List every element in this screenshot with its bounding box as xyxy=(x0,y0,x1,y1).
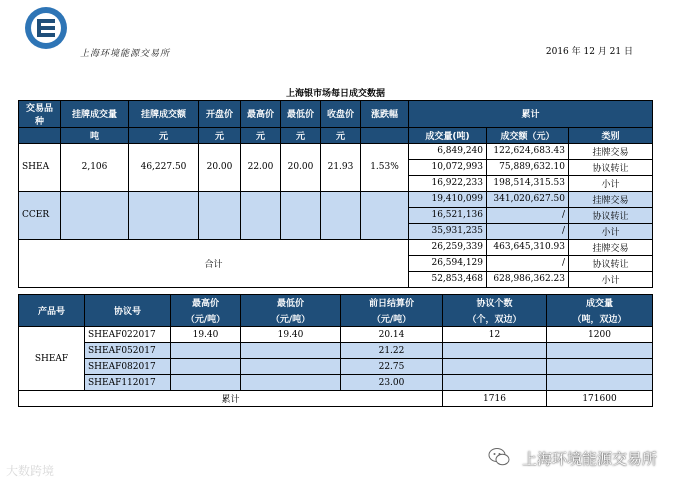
table-row xyxy=(19,239,653,255)
high-price xyxy=(171,375,241,391)
cum-category: 协议转让 xyxy=(569,255,653,271)
unit-open: 元 xyxy=(199,127,241,143)
volume xyxy=(547,375,653,391)
cum-volume: 52,853,468 xyxy=(409,271,487,287)
shea-high: 22.00 xyxy=(241,143,281,191)
shea-change: 1.53% xyxy=(361,143,409,191)
total-label: 合计 xyxy=(19,239,409,287)
cum-volume: 6,849,240 xyxy=(409,143,487,159)
header-low: 最低价 xyxy=(241,295,341,311)
table-row xyxy=(19,359,653,375)
volume: 1200 xyxy=(547,327,653,343)
ccer-open xyxy=(199,191,241,239)
contract-id: SHEAF052017 xyxy=(85,343,171,359)
subheader-high: （元/吨） xyxy=(171,311,241,327)
report-date: 2016 年 12 月 21 日 xyxy=(545,47,633,57)
subheader-contracts: （个，双边） xyxy=(443,311,547,327)
ccer-high xyxy=(241,191,281,239)
header-settlement: 前日结算价 xyxy=(341,295,443,311)
product-sheaf: SHEAF xyxy=(19,327,85,391)
table-title: 上海银市场每日成交数据 xyxy=(285,89,385,100)
subheader-volume: （吨，双边） xyxy=(547,311,653,327)
cum-category: 小计 xyxy=(569,223,653,239)
header-open: 开盘价 xyxy=(199,100,241,127)
table-row xyxy=(19,375,653,391)
cum-volume: 16,521,136 xyxy=(409,207,487,223)
daily-trading-table xyxy=(18,86,653,288)
header-high: 最高价 xyxy=(241,100,281,127)
cum-category: 协议转让 xyxy=(569,207,653,223)
cum-category: 小计 xyxy=(569,271,653,287)
cum-category: 协议转让 xyxy=(569,159,653,175)
contract-id: SHEAF082017 xyxy=(85,359,171,375)
cum-amount: 122,624,683.43 xyxy=(487,143,569,159)
volume xyxy=(547,359,653,375)
cum-amount: / xyxy=(487,207,569,223)
cum-volume: 26,259,339 xyxy=(409,239,487,255)
table-row xyxy=(19,391,653,407)
shea-close: 21.93 xyxy=(321,143,361,191)
cum-amount: 198,514,315.53 xyxy=(487,175,569,191)
header-cumulative: 累计 xyxy=(409,100,653,127)
ccer-amount xyxy=(129,191,199,239)
settlement-price: 23.00 xyxy=(341,375,443,391)
cum-category: 挂牌交易 xyxy=(569,191,653,207)
unit-amount: 元 xyxy=(129,127,199,143)
unit-volume: 吨 xyxy=(61,127,129,143)
ccer-low xyxy=(281,191,321,239)
subheader-settlement: （元/吨） xyxy=(341,311,443,327)
cum-header-category: 类别 xyxy=(569,127,653,143)
table-row xyxy=(19,327,653,343)
contract-count: 12 xyxy=(443,327,547,343)
cum-volume: 10,072,993 xyxy=(409,159,487,175)
cum-category: 挂牌交易 xyxy=(569,239,653,255)
header-volume: 挂牌成交量 xyxy=(61,100,129,127)
watermark-right: 上海环境能源交易所 xyxy=(521,450,657,468)
subheader-low: （元/吨） xyxy=(241,311,341,327)
table-row xyxy=(19,191,653,207)
cum-volume: 16,922,233 xyxy=(409,175,487,191)
exchange-logo xyxy=(24,6,68,50)
cum-header-volume: 成交量(吨) xyxy=(409,127,487,143)
cum-category: 挂牌交易 xyxy=(569,143,653,159)
cum-amount: 628,986,362.23 xyxy=(487,271,569,287)
low-price xyxy=(241,359,341,375)
header-volume: 成交量 xyxy=(547,295,653,311)
table-row xyxy=(19,343,653,359)
shea-volume: 2,106 xyxy=(61,143,129,191)
watermark-left: 大数跨境 xyxy=(6,464,55,478)
high-price: 19.40 xyxy=(171,327,241,343)
unit-change-blank xyxy=(361,127,409,143)
low-price xyxy=(241,375,341,391)
shea-open: 20.00 xyxy=(199,143,241,191)
futures-total-contracts: 1716 xyxy=(443,391,547,407)
contract-id: SHEAF022017 xyxy=(85,327,171,343)
cum-amount: / xyxy=(487,223,569,239)
high-price xyxy=(171,359,241,375)
header-amount: 挂牌成交额 xyxy=(129,100,199,127)
wechat-icon xyxy=(488,447,510,467)
product-ccer: CCER xyxy=(19,191,61,239)
cum-header-amount: 成交额（元） xyxy=(487,127,569,143)
contract-id: SHEAF112017 xyxy=(85,375,171,391)
ccer-change xyxy=(361,191,409,239)
header-product: 交易品种 xyxy=(19,100,61,127)
header-contract: 协议号 xyxy=(85,295,171,327)
unit-high: 元 xyxy=(241,127,281,143)
unit-low: 元 xyxy=(281,127,321,143)
settlement-price: 20.14 xyxy=(341,327,443,343)
volume xyxy=(547,343,653,359)
unit-close: 元 xyxy=(321,127,361,143)
settlement-price: 21.22 xyxy=(341,343,443,359)
header-contracts: 协议个数 xyxy=(443,295,547,311)
ccer-close xyxy=(321,191,361,239)
cum-amount: / xyxy=(487,255,569,271)
shea-low: 20.00 xyxy=(281,143,321,191)
header-product-code: 产品号 xyxy=(19,295,85,327)
cum-amount: 75,889,632.10 xyxy=(487,159,569,175)
futures-total-label: 累计 xyxy=(19,391,443,407)
futures-table xyxy=(18,294,653,407)
ccer-volume xyxy=(61,191,129,239)
cum-amount: 341,020,627.50 xyxy=(487,191,569,207)
low-price: 19.40 xyxy=(241,327,341,343)
unit-blank xyxy=(19,127,61,143)
header-low: 最低价 xyxy=(281,100,321,127)
cum-category: 小计 xyxy=(569,175,653,191)
cum-volume: 35,931,235 xyxy=(409,223,487,239)
header-change: 涨跌幅 xyxy=(361,100,409,127)
settlement-price: 22.75 xyxy=(341,359,443,375)
cum-amount: 463,645,310.93 xyxy=(487,239,569,255)
header-high: 最高价 xyxy=(171,295,241,311)
table-row xyxy=(19,143,653,159)
header-close: 收盘价 xyxy=(321,100,361,127)
futures-total-volume: 171600 xyxy=(547,391,653,407)
brand-name: 上海环境能源交易所 xyxy=(80,49,171,59)
contract-count xyxy=(443,359,547,375)
high-price xyxy=(171,343,241,359)
cum-volume: 26,594,129 xyxy=(409,255,487,271)
product-shea: SHEA xyxy=(19,143,61,191)
contract-count xyxy=(443,375,547,391)
contract-count xyxy=(443,343,547,359)
low-price xyxy=(241,343,341,359)
shea-amount: 46,227.50 xyxy=(129,143,199,191)
cum-volume: 19,410,099 xyxy=(409,191,487,207)
